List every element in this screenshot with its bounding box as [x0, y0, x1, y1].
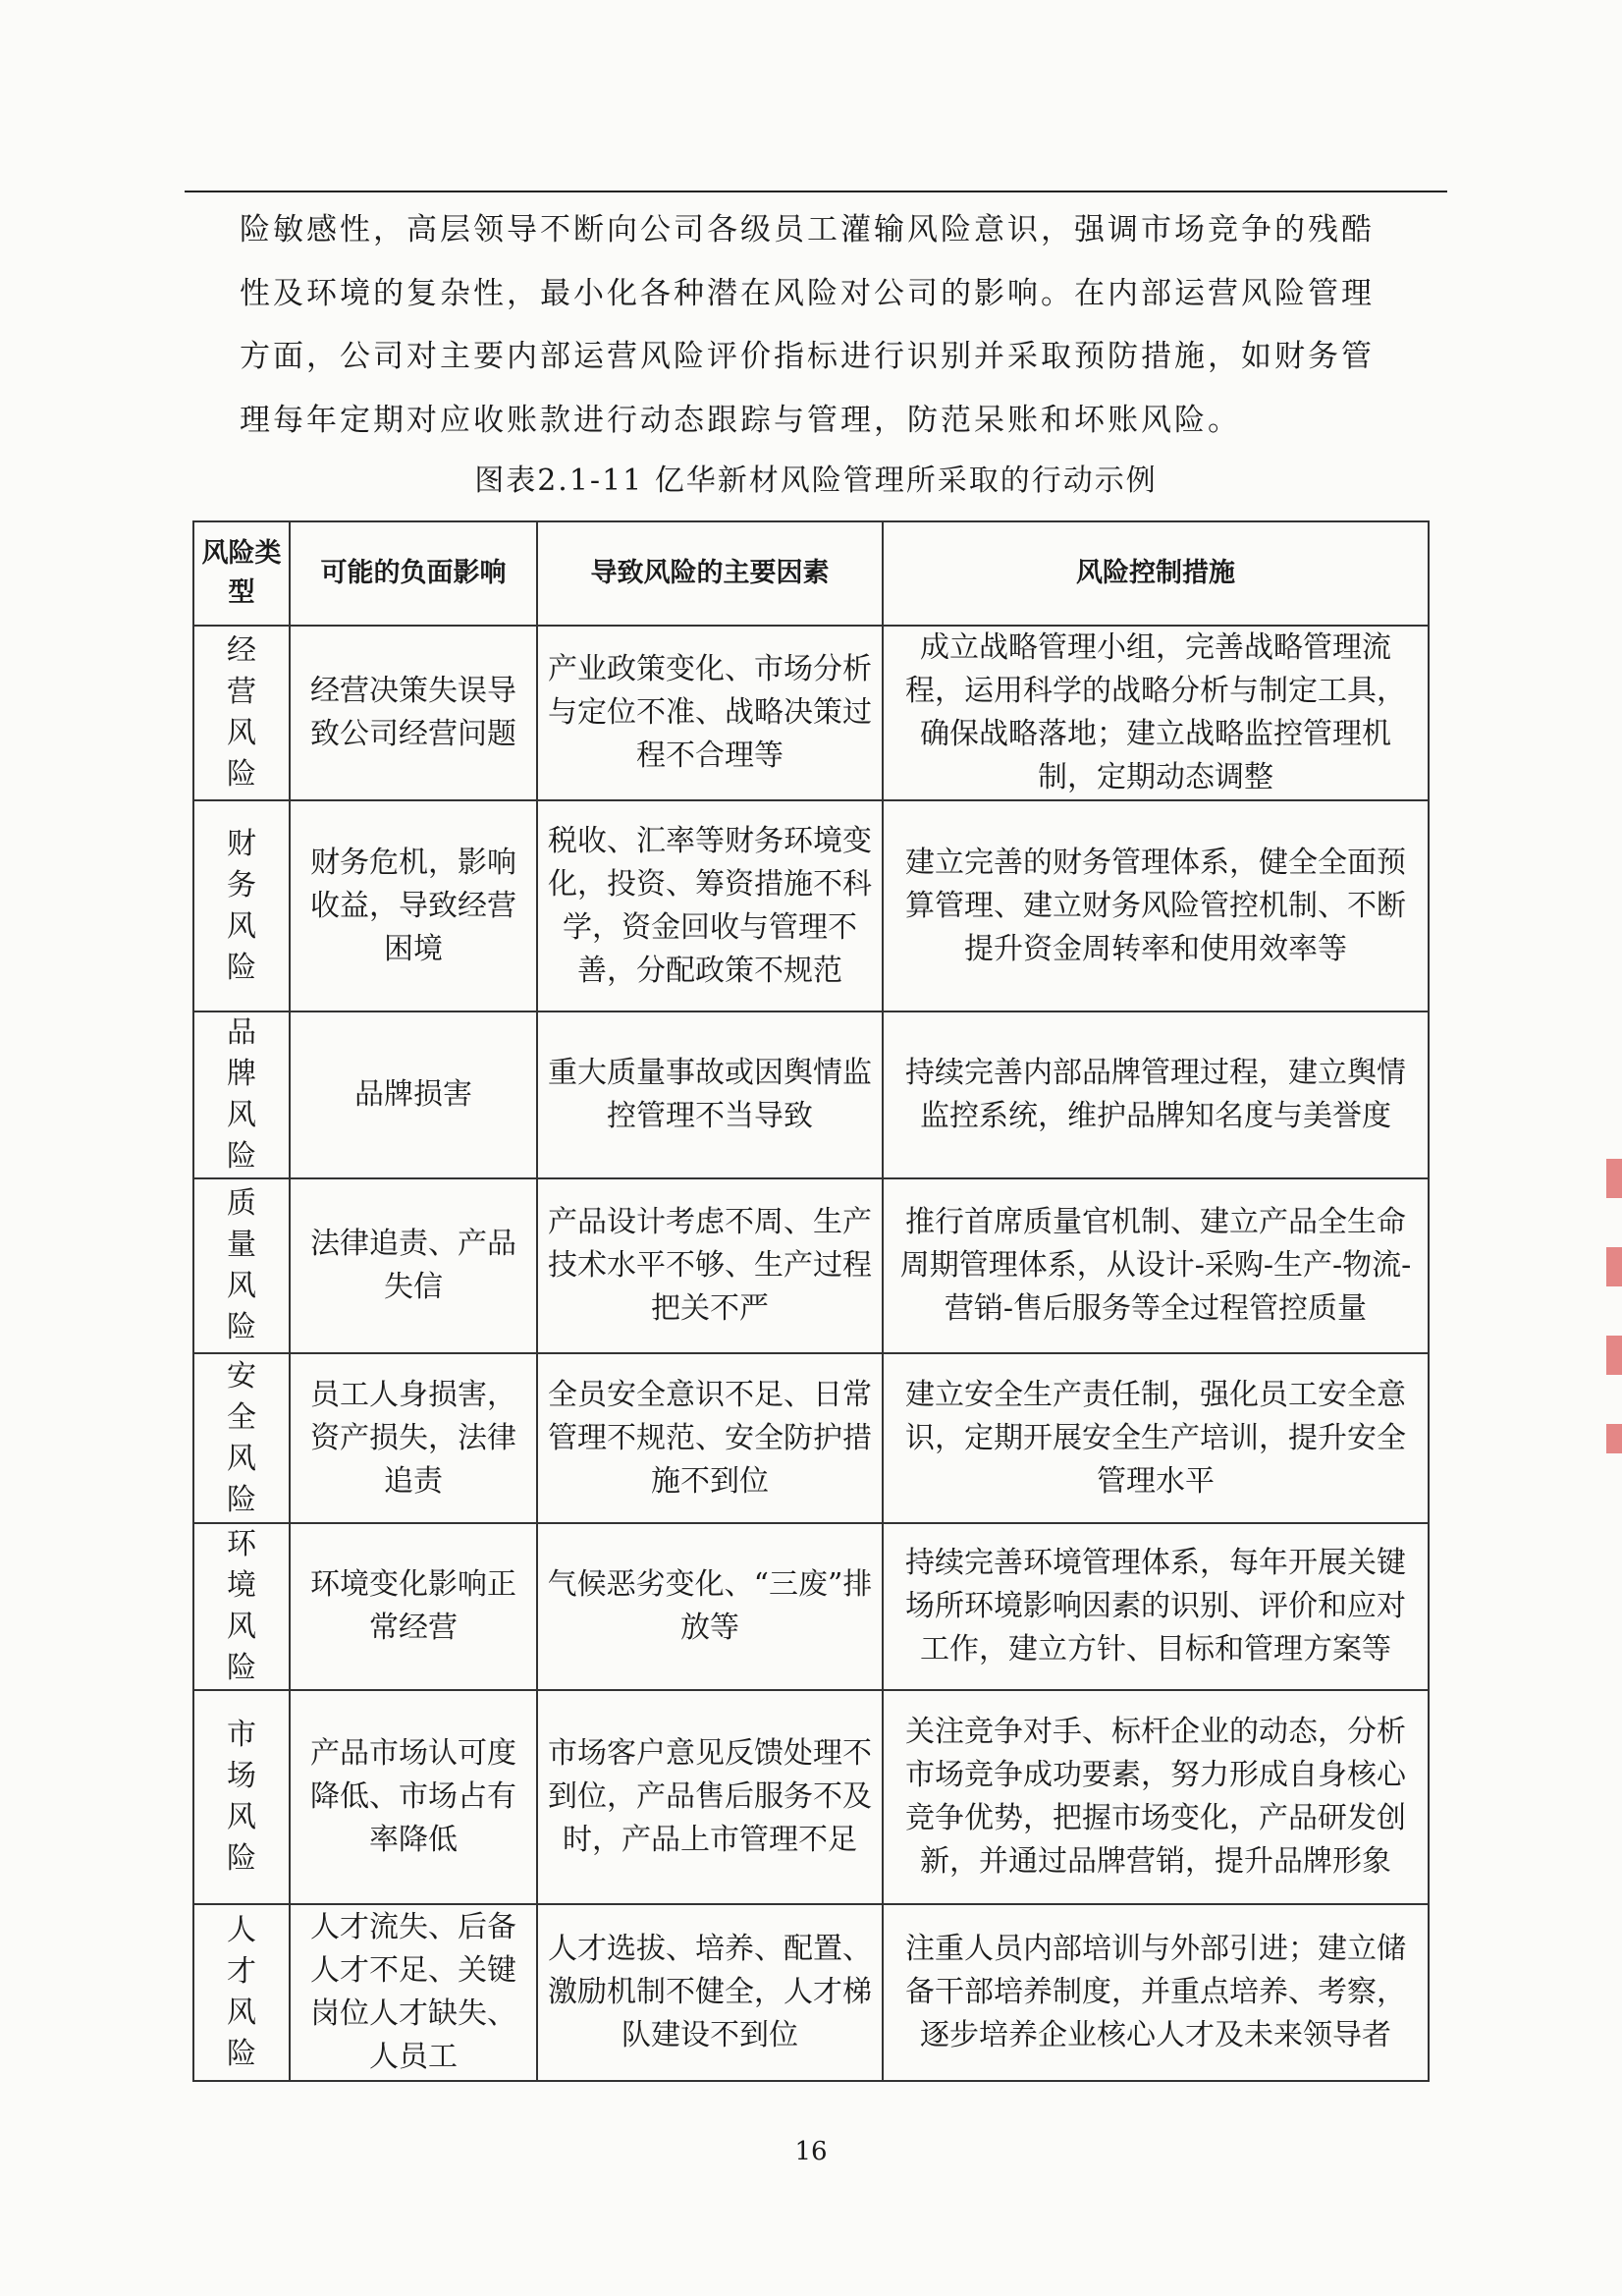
measures-cell: 建立安全生产责任制，强化员工安全意识，定期开展安全生产培训，提升安全管理水平 [883, 1353, 1429, 1523]
impact-cell: 财务危机，影响收益，导致经营困境 [290, 800, 537, 1011]
measures-cell: 关注竞争对手、标杆企业的动态，分析市场竞争成功要素，努力形成自身核心竞争优势，把握市场变化，产品研发创新，并通过品牌营销，提升品牌形象 [883, 1690, 1429, 1904]
factors-cell: 税收、汇率等财务环境变化，投资、筹资措施不科学，资金回收与管理不善，分配政策不规范 [537, 800, 883, 1011]
table-caption: 图表2.1-11 亿华新材风险管理所采取的行动示例 [474, 464, 1158, 498]
factors-cell: 市场客户意见反馈处理不到位，产品售后服务不及时，产品上市管理不足 [537, 1690, 883, 1904]
measures-cell: 持续完善内部品牌管理过程，建立舆情监控系统，维护品牌知名度与美誉度 [883, 1011, 1429, 1178]
impact-cell: 法律追责、产品失信 [290, 1178, 537, 1353]
risk-type-cell [193, 1904, 290, 2081]
header-rule [185, 191, 1447, 192]
measures-cell: 成立战略管理小组，完善战略管理流程，运用科学的战略分析与制定工具，确保战略落地；建立战略监控管理机制，定期动态调整 [883, 626, 1429, 800]
header-control-measures: 风险控制措施 [883, 521, 1429, 626]
risk-type-text: 市场风险 [227, 1718, 256, 1876]
risk-type-text: 财务风险 [227, 826, 256, 985]
measures-cell: 注重人员内部培训与外部引进；建立储备干部培养制度，并重点培养、考察，逐步培养企业核心人才及未来领导者 [883, 1904, 1429, 2081]
risk-type-cell [193, 1353, 290, 1523]
impact-cell: 经营决策失误导致公司经营问题 [290, 626, 537, 800]
factors-cell: 重大质量事故或因舆情监控管理不当导致 [537, 1011, 883, 1178]
factors-cell: 气候恶劣变化、“三废”排放等 [537, 1523, 883, 1690]
paragraph-line: 理每年定期对应收账款进行动态跟踪与管理，防范呆账和坏账风险。 [240, 402, 1241, 438]
impact-cell: 人才流失、后备人才不足、关键岗位人才缺失、人员工 [290, 1904, 537, 2081]
risk-type-text: 品牌风险 [227, 1015, 256, 1174]
risk-type-cell [193, 800, 290, 1011]
table-row [193, 1690, 1429, 1904]
risk-type-text: 人才风险 [227, 1913, 256, 2071]
measures-cell: 持续完善环境管理体系，每年开展关键场所环境影响因素的识别、评价和应对工作，建立方针、目标和管理方案等 [883, 1523, 1429, 1690]
header-negative-impact: 可能的负面影响 [290, 521, 537, 626]
table-row [193, 1353, 1429, 1523]
risk-management-table [192, 520, 1430, 2082]
table-row [193, 1904, 1429, 2081]
risk-type-text: 质量风险 [227, 1186, 256, 1344]
impact-cell: 员工人身损害，资产损失，法律追责 [290, 1353, 537, 1523]
header-risk-type: 风险类型 [193, 521, 290, 626]
header-main-factors: 导致风险的主要因素 [537, 521, 883, 626]
paragraph-line: 险敏感性，高层领导不断向公司各级员工灌输风险意识，强调市场竞争的残酷 [240, 212, 1375, 247]
impact-cell: 品牌损害 [290, 1011, 537, 1178]
body-paragraph [240, 198, 1379, 452]
impact-cell: 产品市场认可度降低、市场占有率降低 [290, 1690, 537, 1904]
table-row [193, 1523, 1429, 1690]
risk-type-text: 环境风险 [227, 1527, 256, 1685]
risk-type-cell [193, 1523, 290, 1690]
factors-cell: 产品设计考虑不周、生产技术水平不够、生产过程把关不严 [537, 1178, 883, 1353]
table-row [193, 626, 1429, 800]
factors-cell: 产业政策变化、市场分析与定位不准、战略决策过程不合理等 [537, 626, 883, 800]
risk-type-cell [193, 1178, 290, 1353]
red-stamp-edge [1606, 1159, 1622, 1453]
measures-cell: 建立完善的财务管理体系，健全全面预算管理、建立财务风险管控机制、不断提升资金周转率和使用效率等 [883, 800, 1429, 1011]
measures-cell: 推行首席质量官机制、建立产品全生命周期管理体系，从设计-采购-生产-物流-营销-售后服务等全过程管控质量 [883, 1178, 1429, 1353]
factors-cell: 全员安全意识不足、日常管理不规范、安全防护措施不到位 [537, 1353, 883, 1523]
risk-type-cell [193, 626, 290, 800]
risk-type-cell [193, 1011, 290, 1178]
risk-type-text: 安全风险 [227, 1358, 256, 1517]
risk-type-cell [193, 1690, 290, 1904]
paragraph-line: 性及环境的复杂性，最小化各种潜在风险对公司的影响。在内部运营风险管理 [240, 275, 1375, 311]
table-row [193, 1178, 1429, 1353]
paragraph-line: 方面，公司对主要内部运营风险评价指标进行识别并采取预防措施，如财务管 [240, 339, 1375, 374]
impact-cell: 环境变化影响正常经营 [290, 1523, 537, 1690]
page-number: 16 [794, 2137, 828, 2166]
table-row [193, 800, 1429, 1011]
risk-type-text: 经营风险 [227, 633, 256, 792]
table-row [193, 1011, 1429, 1178]
factors-cell: 人才选拔、培养、配置、激励机制不健全，人才梯队建设不到位 [537, 1904, 883, 2081]
table-header-row [193, 521, 1429, 626]
